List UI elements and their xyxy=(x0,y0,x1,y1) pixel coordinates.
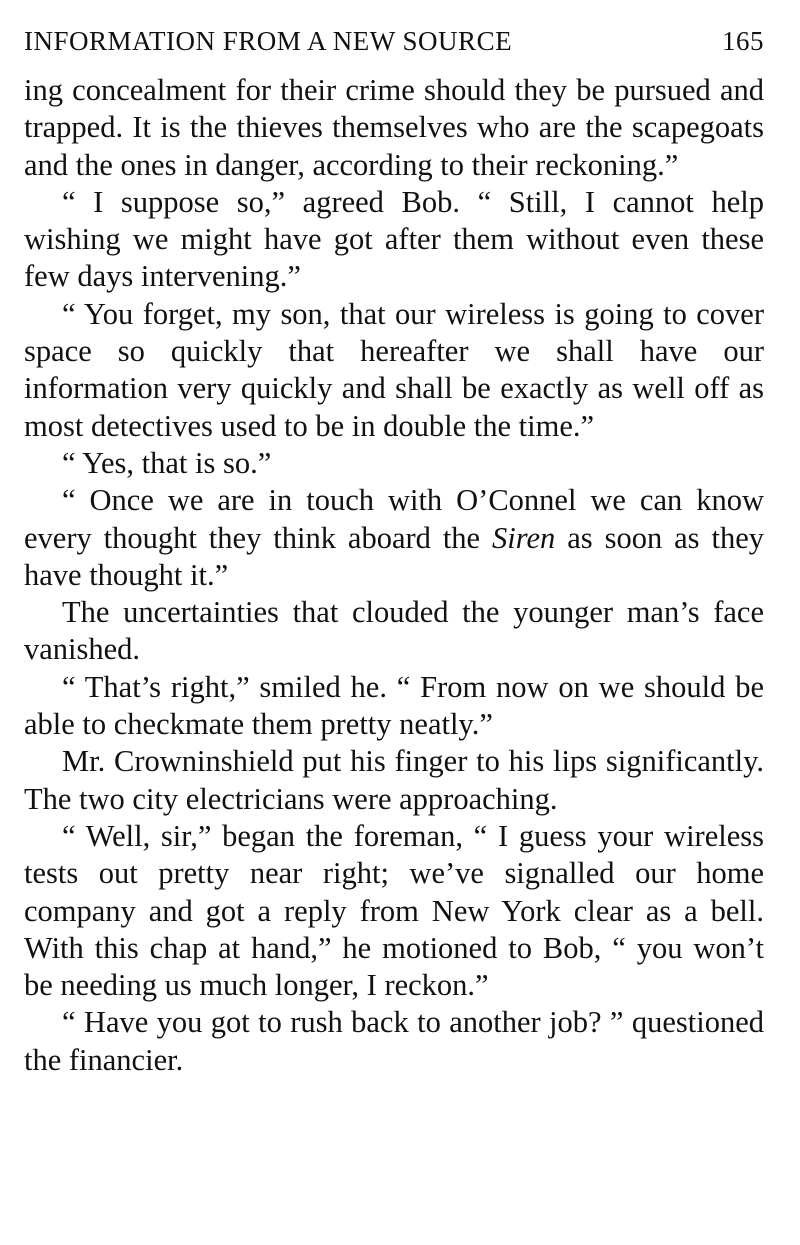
paragraph-text: as soon as they have thought it.” xyxy=(24,520,764,592)
paragraph: Mr. Crowninshield put his finger to his lips significantly. The two city electricians were approaching. xyxy=(24,744,764,816)
paragraph: “ Have you got to rush back to another job? ” questioned the financier. xyxy=(24,1005,764,1077)
paragraph: “ Well, sir,” began the foreman, “ I guess your wireless tests out pretty near right; we’ve signalled our home company and got a reply from New York clear as a bell. With this chap at hand,” he motioned to Bob, “ you won’t be needing us much longer, I reckon.” xyxy=(24,818,764,1003)
paragraph: “ That’s right,” smiled he. “ From now on we should be able to checkmate them pretty neatly.” xyxy=(24,669,764,742)
ship-name: Siren xyxy=(492,520,556,555)
paragraph xyxy=(24,482,764,594)
paragraph: “ I suppose so,” agreed Bob. “ Still, I cannot help wishing we might have got after them without even these few days intervening.” xyxy=(24,184,764,294)
paragraph-text: “ Once we are in touch with O’Connel we can know every thought they think aboard the xyxy=(24,483,764,555)
paragraph: “ Yes, that is so.” xyxy=(62,445,272,480)
body-text xyxy=(24,72,764,1079)
page-number: 165 xyxy=(722,26,764,56)
chapter-title: INFORMATION FROM A NEW SOURCE xyxy=(24,26,513,56)
paragraph: ing concealment for their crime should they be pursued and trapped. It is the thieves themselves who are the scapegoats and the ones in danger, according to their reckoning.” xyxy=(24,73,764,182)
paragraph: The uncertainties that clouded the younger man’s face vanished. xyxy=(24,595,764,667)
paragraph: “ You forget, my son, that our wireless is going to cover space so quickly that hereafter we shall have our information very quickly and shall be exactly as well off as most detectives used to be in double the time.” xyxy=(24,296,764,443)
running-head xyxy=(24,14,764,72)
book-page xyxy=(24,14,764,1079)
